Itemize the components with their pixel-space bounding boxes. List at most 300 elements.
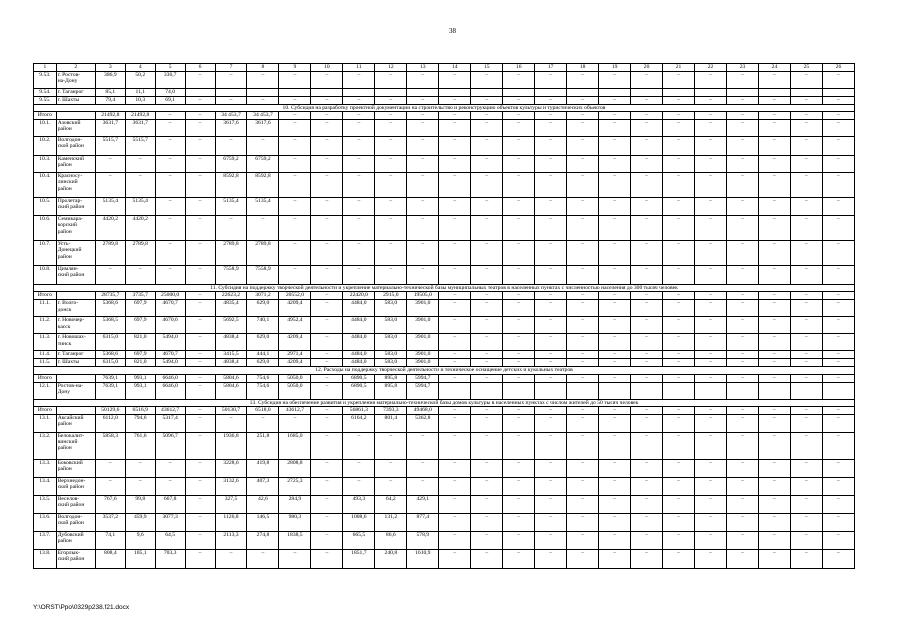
value-cell: –	[631, 300, 663, 317]
value-cell: –	[185, 406, 215, 414]
value-cell: –	[663, 137, 695, 156]
value-cell: –	[599, 97, 631, 105]
value-cell	[503, 89, 535, 97]
value-cell: –	[471, 432, 503, 459]
municipality-cell	[56, 112, 95, 120]
value-cell: –	[535, 477, 567, 495]
value-cell: 703,3	[155, 549, 185, 568]
value-cell: 4670,7	[155, 351, 185, 359]
municipality-cell: Боковский район	[56, 459, 95, 477]
value-cell: –	[567, 198, 599, 216]
value-cell: –	[535, 156, 567, 173]
value-cell: 6646,0	[155, 382, 185, 399]
value-cell: –	[503, 137, 535, 156]
value-cell: –	[311, 241, 343, 266]
municipality-cell: Егорлык- ский район	[56, 549, 95, 568]
value-cell: –	[758, 266, 790, 285]
value-cell: –	[663, 432, 695, 459]
value-cell: 22420,0	[343, 292, 375, 300]
value-cell: –	[407, 198, 439, 216]
value-cell: –	[663, 173, 695, 198]
value-cell: 327,5	[215, 495, 247, 513]
value-cell: –	[695, 406, 727, 414]
value-cell: –	[311, 382, 343, 399]
value-cell: –	[599, 173, 631, 198]
value-cell: –	[503, 72, 535, 89]
value-cell: –	[503, 432, 535, 459]
value-cell: –	[822, 351, 854, 359]
value-cell: –	[535, 414, 567, 432]
value-cell: –	[503, 374, 535, 382]
value-cell: –	[503, 549, 535, 568]
column-number: 4	[125, 64, 155, 72]
value-cell: –	[439, 216, 471, 241]
value-cell: –	[695, 531, 727, 549]
value-cell: –	[631, 414, 663, 432]
column-number: 18	[567, 64, 599, 72]
value-cell: 5096,7	[155, 432, 185, 459]
municipality-cell: Ростов-на- Дону	[56, 382, 95, 399]
value-cell: –	[155, 173, 185, 198]
value-cell: –	[727, 359, 759, 367]
value-cell: –	[279, 266, 311, 285]
row-number-cell: 11.3.	[34, 334, 57, 351]
column-number: 23	[727, 64, 759, 72]
value-cell: –	[471, 414, 503, 432]
value-cell: –	[631, 156, 663, 173]
value-cell: –	[503, 198, 535, 216]
value-cell: 578,9	[407, 531, 439, 549]
column-number: 16	[503, 64, 535, 72]
value-cell: –	[790, 300, 822, 317]
value-cell: –	[758, 317, 790, 334]
value-cell: 5804,6	[215, 382, 247, 399]
table-row	[34, 374, 855, 382]
value-cell: 3415,5	[215, 351, 247, 359]
value-cell: –	[695, 72, 727, 89]
value-cell: –	[535, 120, 567, 137]
value-cell: 5368,6	[95, 300, 125, 317]
row-number-cell: 13.8.	[34, 549, 57, 568]
value-cell: –	[407, 112, 439, 120]
value-cell: –	[155, 120, 185, 137]
value-cell: –	[822, 317, 854, 334]
value-cell: –	[503, 156, 535, 173]
value-cell: –	[567, 495, 599, 513]
value-cell: –	[407, 432, 439, 459]
value-cell: 407,3	[247, 477, 279, 495]
value-cell: –	[663, 359, 695, 367]
value-cell	[695, 89, 727, 97]
value-cell: –	[663, 513, 695, 531]
value-cell: –	[279, 198, 311, 216]
value-cell: –	[758, 432, 790, 459]
value-cell: 50129,6	[95, 406, 125, 414]
row-number-cell: 10.4.	[34, 173, 57, 198]
value-cell: –	[567, 432, 599, 459]
value-cell: –	[185, 477, 215, 495]
value-cell: –	[727, 549, 759, 568]
value-cell: –	[727, 300, 759, 317]
value-cell: –	[215, 549, 247, 568]
column-number: 10	[311, 64, 343, 72]
value-cell: –	[439, 334, 471, 351]
value-cell: –	[471, 198, 503, 216]
value-cell: –	[471, 72, 503, 89]
value-cell: –	[407, 137, 439, 156]
value-cell: 5135,4	[215, 198, 247, 216]
value-cell: 69,1	[155, 97, 185, 105]
value-cell: –	[631, 334, 663, 351]
value-cell: –	[503, 216, 535, 241]
value-cell: –	[567, 137, 599, 156]
value-cell: –	[155, 137, 185, 156]
value-cell: –	[567, 317, 599, 334]
value-cell: 4209,4	[279, 300, 311, 317]
value-cell: –	[471, 112, 503, 120]
value-cell: –	[599, 241, 631, 266]
value-cell: –	[185, 495, 215, 513]
value-cell: 767,6	[95, 495, 125, 513]
value-cell: 7639,1	[95, 382, 125, 399]
value-cell: –	[727, 477, 759, 495]
value-cell: 4420,2	[95, 216, 125, 241]
row-number-cell: 10.8.	[34, 266, 57, 285]
value-cell: –	[343, 137, 375, 156]
value-cell: –	[567, 292, 599, 300]
municipality-cell: г. Новошах- тинск	[56, 334, 95, 351]
column-number: 13	[407, 64, 439, 72]
row-number-cell: 13.1.	[34, 414, 57, 432]
value-cell: –	[631, 173, 663, 198]
value-cell	[471, 89, 503, 97]
value-cell: –	[631, 477, 663, 495]
value-cell: 25000,0	[155, 292, 185, 300]
value-cell: 6759,2	[247, 156, 279, 173]
value-cell: –	[185, 198, 215, 216]
value-cell: –	[599, 300, 631, 317]
value-cell: –	[125, 459, 155, 477]
table-row	[34, 432, 855, 459]
municipality-cell: Пролетар- ский район	[56, 198, 95, 216]
value-cell: –	[631, 549, 663, 568]
section-heading: 12. Расходы на поддержку творческой деятельности и техническое оснащение детских и кукольных театров	[34, 367, 855, 374]
value-cell: –	[279, 120, 311, 137]
value-cell: –	[535, 549, 567, 568]
value-cell: 5317,4	[155, 414, 185, 432]
value-cell: 2725,3	[279, 477, 311, 495]
value-cell: –	[822, 216, 854, 241]
value-cell: 3228,6	[215, 459, 247, 477]
value-cell: 2789,8	[125, 241, 155, 266]
table-row	[34, 459, 855, 477]
table-row	[34, 156, 855, 173]
value-cell: –	[695, 198, 727, 216]
section-heading: 13. Субсидия на обеспечение развития и укрепления материально-технической базы домов культуры в населенных пунктах с числом жителей до 50 тысяч человек	[34, 399, 855, 406]
value-cell: –	[599, 120, 631, 137]
value-cell: –	[185, 72, 215, 89]
value-cell: –	[185, 359, 215, 367]
value-cell: –	[343, 156, 375, 173]
column-number: 20	[631, 64, 663, 72]
value-cell: –	[567, 72, 599, 89]
value-cell: –	[407, 120, 439, 137]
value-cell: –	[758, 72, 790, 89]
value-cell: 50,2	[125, 72, 155, 89]
municipality-cell: Усть- Донецкий район	[56, 241, 95, 266]
value-cell: –	[695, 495, 727, 513]
value-cell: –	[439, 432, 471, 459]
value-cell: 629,0	[247, 334, 279, 351]
value-cell: –	[567, 477, 599, 495]
value-cell: –	[535, 351, 567, 359]
value-cell: –	[599, 216, 631, 241]
value-cell: –	[599, 531, 631, 549]
value-cell: 6646,0	[155, 374, 185, 382]
value-cell: 43612,7	[155, 406, 185, 414]
value-cell: –	[695, 414, 727, 432]
value-cell: 3901,0	[407, 351, 439, 359]
value-cell: 6518,0	[247, 406, 279, 414]
value-cell: –	[185, 549, 215, 568]
value-cell: –	[535, 292, 567, 300]
value-cell: –	[567, 414, 599, 432]
value-cell: –	[311, 513, 343, 531]
value-cell	[663, 89, 695, 97]
value-cell: –	[247, 414, 279, 432]
value-cell: –	[185, 173, 215, 198]
municipality-cell: Волгодон- ской район	[56, 513, 95, 531]
value-cell: –	[185, 414, 215, 432]
value-cell: –	[758, 495, 790, 513]
value-cell: –	[663, 406, 695, 414]
value-cell: –	[695, 266, 727, 285]
value-cell: 19505,0	[407, 292, 439, 300]
value-cell: 1008,6	[343, 513, 375, 531]
value-cell: –	[439, 459, 471, 477]
value-cell: –	[471, 359, 503, 367]
value-cell: –	[790, 120, 822, 137]
value-cell: 3901,0	[407, 359, 439, 367]
value-cell: 4484,0	[343, 351, 375, 359]
value-cell: –	[727, 216, 759, 241]
value-cell: –	[311, 97, 343, 105]
value-cell: 42,6	[247, 495, 279, 513]
value-cell: –	[471, 292, 503, 300]
value-cell: –	[247, 549, 279, 568]
value-cell	[215, 89, 247, 97]
value-cell: –	[535, 495, 567, 513]
value-cell: 4838,4	[215, 334, 247, 351]
value-cell: 697,9	[125, 351, 155, 359]
value-cell: 21492,8	[95, 112, 125, 120]
value-cell: –	[663, 374, 695, 382]
municipality-cell: г. Волго- донск	[56, 300, 95, 317]
value-cell: –	[631, 292, 663, 300]
value-cell: –	[695, 120, 727, 137]
value-cell	[727, 89, 759, 97]
value-cell: 2113,3	[215, 531, 247, 549]
value-cell: 2789,8	[95, 241, 125, 266]
value-cell: –	[790, 266, 822, 285]
value-cell: –	[663, 531, 695, 549]
value-cell: 895,8	[375, 374, 407, 382]
value-cell: 2915,0	[375, 292, 407, 300]
municipality-cell: г. Таганрог	[56, 89, 95, 97]
value-cell: –	[535, 459, 567, 477]
value-cell: –	[535, 266, 567, 285]
value-cell: –	[727, 198, 759, 216]
value-cell: 3537,2	[95, 513, 125, 531]
value-cell: 821,0	[125, 359, 155, 367]
value-cell: –	[311, 432, 343, 459]
value-cell: 459,9	[125, 513, 155, 531]
value-cell: 7639,1	[95, 374, 125, 382]
value-cell: 5858,3	[95, 432, 125, 459]
value-cell: 583,0	[375, 351, 407, 359]
value-cell: –	[727, 459, 759, 477]
value-cell: –	[471, 120, 503, 137]
value-cell: –	[822, 359, 854, 367]
value-cell: –	[503, 334, 535, 351]
value-cell: –	[822, 292, 854, 300]
value-cell: –	[311, 120, 343, 137]
value-cell: –	[790, 513, 822, 531]
value-cell: 4952,4	[279, 317, 311, 334]
row-number-cell: 11.2.	[34, 317, 57, 334]
value-cell	[247, 89, 279, 97]
value-cell: –	[311, 549, 343, 568]
value-cell: –	[439, 495, 471, 513]
value-cell: –	[471, 97, 503, 105]
value-cell: 1685,0	[279, 432, 311, 459]
value-cell: –	[471, 513, 503, 531]
value-cell: –	[311, 477, 343, 495]
value-cell: 583,0	[375, 300, 407, 317]
value-cell: –	[185, 156, 215, 173]
value-cell: 22623,2	[215, 292, 247, 300]
municipality-cell: Семикара- корский район	[56, 216, 95, 241]
value-cell: –	[311, 359, 343, 367]
value-cell	[185, 89, 215, 97]
value-cell: 105,1	[125, 549, 155, 568]
value-cell: –	[599, 334, 631, 351]
value-cell: –	[599, 156, 631, 173]
value-cell: 8592,8	[247, 173, 279, 198]
value-cell: –	[790, 359, 822, 367]
value-cell: –	[407, 173, 439, 198]
value-cell: –	[375, 120, 407, 137]
value-cell: –	[758, 112, 790, 120]
value-cell: 146,5	[247, 513, 279, 531]
value-cell: –	[695, 173, 727, 198]
value-cell: –	[375, 241, 407, 266]
value-cell: –	[375, 432, 407, 459]
table-row	[34, 266, 855, 285]
value-cell: –	[125, 477, 155, 495]
value-cell: –	[279, 97, 311, 105]
column-number: 15	[471, 64, 503, 72]
value-cell: –	[567, 334, 599, 351]
value-cell: 251,8	[247, 432, 279, 459]
value-cell: –	[125, 266, 155, 285]
value-cell: –	[407, 241, 439, 266]
value-cell: 3735,7	[125, 292, 155, 300]
value-cell: –	[631, 432, 663, 459]
value-cell: –	[471, 300, 503, 317]
value-cell: –	[758, 292, 790, 300]
value-cell: –	[185, 112, 215, 120]
value-cell: 493,3	[343, 495, 375, 513]
column-number: 21	[663, 64, 695, 72]
value-cell: 629,0	[247, 359, 279, 367]
value-cell: –	[185, 317, 215, 334]
value-cell: –	[439, 72, 471, 89]
value-cell: –	[439, 292, 471, 300]
value-cell	[822, 382, 854, 399]
value-cell: 754,6	[247, 374, 279, 382]
value-cell: –	[727, 266, 759, 285]
value-cell: –	[439, 300, 471, 317]
value-cell: –	[631, 495, 663, 513]
value-cell: 794,6	[125, 414, 155, 432]
value-cell: –	[503, 477, 535, 495]
section-heading-row	[34, 285, 855, 292]
value-cell: –	[471, 266, 503, 285]
municipality-cell	[56, 292, 95, 300]
value-cell: –	[311, 459, 343, 477]
value-cell: –	[727, 173, 759, 198]
municipality-cell: Азовский район	[56, 120, 95, 137]
row-number-cell: 10.1.	[34, 120, 57, 137]
value-cell: 3132,6	[215, 477, 247, 495]
value-cell: –	[185, 216, 215, 241]
value-cell: –	[503, 459, 535, 477]
value-cell: –	[727, 351, 759, 359]
value-cell: 7558,9	[215, 266, 247, 285]
value-cell: –	[599, 477, 631, 495]
value-cell: 5135,4	[125, 198, 155, 216]
municipality-cell: Волгодон- ской район	[56, 137, 95, 156]
value-cell: –	[503, 120, 535, 137]
value-cell: –	[790, 137, 822, 156]
value-cell: 1851,7	[343, 549, 375, 568]
value-cell: 6759,2	[215, 156, 247, 173]
value-cell: –	[790, 216, 822, 241]
value-cell: 2789,8	[215, 241, 247, 266]
value-cell: –	[599, 513, 631, 531]
value-cell: –	[567, 406, 599, 414]
value-cell: –	[567, 266, 599, 285]
value-cell: –	[599, 112, 631, 120]
value-cell: –	[822, 495, 854, 513]
value-cell: –	[185, 432, 215, 459]
value-cell: –	[727, 292, 759, 300]
value-cell: –	[758, 531, 790, 549]
value-cell: –	[375, 459, 407, 477]
value-cell: –	[311, 216, 343, 241]
value-cell: –	[822, 97, 854, 105]
value-cell: –	[155, 241, 185, 266]
value-cell: –	[663, 549, 695, 568]
value-cell: –	[663, 120, 695, 137]
value-cell: –	[790, 459, 822, 477]
value-cell: –	[343, 97, 375, 105]
value-cell: 99,8	[125, 495, 155, 513]
value-cell: –	[822, 531, 854, 549]
value-cell: –	[471, 351, 503, 359]
value-cell: –	[503, 112, 535, 120]
